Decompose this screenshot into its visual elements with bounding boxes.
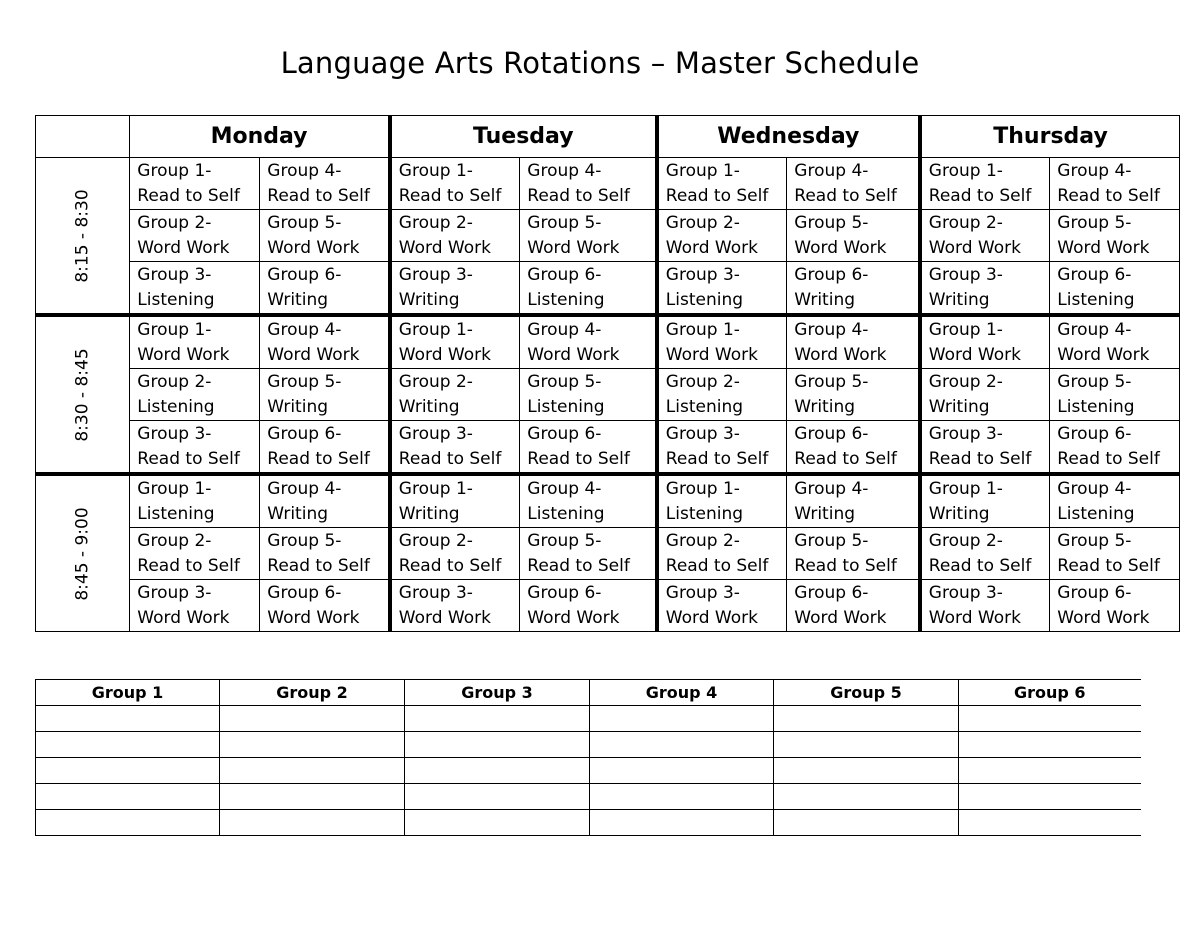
activity-name: Read to Self [665,448,769,469]
rotation-cell [1050,580,1180,632]
group-name: Group 4- [527,319,602,340]
rotation-cell [920,262,1050,316]
rotation-cell [1050,210,1180,262]
group-name: Group 6- [267,264,342,285]
rotation-cell [520,421,657,475]
rotation-cell [920,421,1050,475]
rotation-cell [130,528,260,580]
day-header-wednesday: Wednesday [657,116,920,158]
day-header-monday: Monday [130,116,390,158]
activity-name: Read to Self [398,448,502,469]
group-name: Group 1- [398,319,473,340]
rotation-cell [920,369,1050,421]
time-slot-label [36,315,130,474]
schedule-row [36,528,1180,580]
group-name: Group 3- [665,582,740,603]
schedule-row [36,474,1180,528]
group-roster-cell [405,706,590,732]
rotation-cell [787,528,920,580]
rotation-cell [260,210,390,262]
group-name: Group 4- [527,160,602,181]
activity-name: Writing [794,396,856,417]
group-name: Group 3- [398,423,473,444]
group-name: Group 1- [665,319,740,340]
group-roster-cell [220,810,405,836]
activity-name: Writing [267,289,329,310]
group-name: Group 1- [665,478,740,499]
activity-name: Writing [928,503,990,524]
group-name: Group 3- [665,264,740,285]
activity-name: Read to Self [137,555,240,576]
activity-name: Listening [137,396,215,417]
rotation-cell [260,315,390,369]
day-header-thursday: Thursday [920,116,1180,158]
rotation-cell [130,369,260,421]
activity-name: Word Work [398,607,491,628]
activity-name: Listening [1057,396,1135,417]
group-name: Group 6- [1057,423,1132,444]
group-roster-row [36,784,1141,810]
activity-name: Writing [928,289,990,310]
group-name: Group 3- [928,423,1003,444]
group-name: Group 6- [794,423,869,444]
activity-name: Writing [267,396,329,417]
group-name: Group 4- [1057,319,1132,340]
rotation-cell [657,315,787,369]
activity-name: Read to Self [398,555,502,576]
group-name: Group 1- [398,478,473,499]
rotation-cell [787,474,920,528]
rotation-cell [1050,369,1180,421]
rotation-cell [787,580,920,632]
schedule-row [36,580,1180,632]
group-name: Group 5- [794,371,869,392]
group-roster-cell [959,758,1141,784]
activity-name: Word Work [137,607,230,628]
rotation-cell [260,262,390,316]
activity-name: Listening [527,396,605,417]
group-name: Group 2- [137,530,212,551]
activity-name: Word Work [794,344,887,365]
rotation-cell [520,210,657,262]
activity-name: Listening [1057,289,1135,310]
group-roster-cell [36,732,220,758]
activity-name: Listening [665,396,744,417]
group-name: Group 6- [267,582,342,603]
activity-name: Read to Self [527,185,630,206]
activity-name: Word Work [267,607,360,628]
group-name: Group 2- [137,212,212,233]
group-name: Group 2- [137,371,212,392]
activity-name: Word Work [665,237,758,258]
activity-name: Read to Self [1057,185,1160,206]
activity-name: Word Work [928,344,1021,365]
time-slot-text: 8:30 - 8:45 [72,347,93,442]
activity-name: Read to Self [267,185,370,206]
activity-name: Read to Self [928,448,1032,469]
group-name: Group 3- [398,582,473,603]
rotation-cell [520,369,657,421]
group-name: Group 4- [794,319,869,340]
rotation-cell [657,262,787,316]
group-name: Group 1- [137,319,212,340]
activity-name: Word Work [267,237,360,258]
group-name: Group 1- [137,478,212,499]
activity-name: Writing [398,289,460,310]
rotation-cell [520,158,657,210]
group-name: Group 5- [267,530,342,551]
activity-name: Word Work [1057,344,1150,365]
rotation-cell [520,528,657,580]
rotation-cell [920,315,1050,369]
group-column-header: Group 2 [220,680,405,706]
activity-name: Writing [794,289,856,310]
corner-cell [36,116,130,158]
time-slot-text: 8:45 - 9:00 [72,506,93,601]
activity-name: Writing [794,503,856,524]
group-name: Group 4- [794,160,869,181]
group-roster-cell [959,810,1141,836]
rotation-cell [390,262,520,316]
activity-name: Read to Self [267,555,370,576]
activity-name: Read to Self [398,185,502,206]
rotation-cell [1050,528,1180,580]
rotation-cell [260,528,390,580]
activity-name: Listening [137,289,215,310]
rotation-cell [390,528,520,580]
group-name: Group 6- [267,423,342,444]
group-name: Group 5- [1057,212,1132,233]
activity-name: Read to Self [527,448,630,469]
rotation-cell [520,580,657,632]
rotation-cell [260,421,390,475]
group-name: Group 5- [267,371,342,392]
group-name: Group 2- [398,371,473,392]
activity-name: Writing [928,396,990,417]
activity-name: Read to Self [527,555,630,576]
group-roster-cell [590,732,774,758]
schedule-row [36,369,1180,421]
activity-name: Read to Self [794,555,897,576]
rotation-cell [520,262,657,316]
activity-name: Word Work [398,344,491,365]
group-roster-cell [36,758,220,784]
page-title: Language Arts Rotations – Master Schedule [280,46,920,80]
group-name: Group 6- [794,264,869,285]
group-column-header: Group 3 [405,680,590,706]
group-roster-row [36,810,1141,836]
activity-name: Read to Self [1057,448,1160,469]
group-roster-cell [405,784,590,810]
rotation-cell [390,315,520,369]
rotation-cell [657,369,787,421]
group-column-header: Group 5 [774,680,959,706]
group-roster-cell [774,784,959,810]
group-roster-cell [405,810,590,836]
activity-name: Word Work [398,237,491,258]
rotation-cell [1050,421,1180,475]
group-name: Group 4- [1057,478,1132,499]
rotation-cell [787,158,920,210]
group-roster-cell [590,758,774,784]
rotation-cell [130,262,260,316]
group-name: Group 3- [665,423,740,444]
rotation-cell [130,315,260,369]
group-roster-cell [220,784,405,810]
group-column-header: Group 6 [959,680,1141,706]
group-roster-table [35,679,1141,836]
rotation-cell [260,369,390,421]
group-name: Group 2- [665,530,740,551]
group-name: Group 5- [1057,530,1132,551]
activity-name: Word Work [527,237,620,258]
activity-name: Read to Self [794,448,897,469]
day-header-tuesday: Tuesday [390,116,657,158]
activity-name: Writing [398,503,460,524]
group-name: Group 5- [527,212,602,233]
activity-name: Word Work [1057,607,1150,628]
group-name: Group 2- [665,212,740,233]
group-name: Group 2- [398,212,473,233]
rotation-cell [657,210,787,262]
rotation-cell [520,474,657,528]
time-slot-text: 8:15 - 8:30 [72,188,93,283]
group-name: Group 5- [527,371,602,392]
schedule-table [35,115,1180,632]
group-name: Group 6- [1057,264,1132,285]
activity-name: Read to Self [928,185,1032,206]
group-name: Group 5- [527,530,602,551]
rotation-cell [787,315,920,369]
group-name: Group 2- [928,371,1003,392]
rotation-cell [657,474,787,528]
group-name: Group 2- [928,530,1003,551]
schedule-row [36,315,1180,369]
group-name: Group 3- [928,264,1003,285]
activity-name: Read to Self [665,185,769,206]
rotation-cell [787,210,920,262]
group-roster-cell [405,732,590,758]
group-column-header: Group 1 [36,680,220,706]
activity-name: Read to Self [137,448,240,469]
schedule-row [36,210,1180,262]
rotation-cell [390,421,520,475]
group-roster-cell [36,810,220,836]
rotation-cell [1050,474,1180,528]
activity-name: Word Work [794,237,887,258]
group-name: Group 4- [794,478,869,499]
group-roster-cell [774,758,959,784]
activity-name: Listening [137,503,215,524]
group-name: Group 1- [928,478,1003,499]
group-name: Group 2- [665,371,740,392]
rotation-cell [260,580,390,632]
group-name: Group 1- [398,160,473,181]
time-slot-label [36,158,130,316]
rotation-cell [657,580,787,632]
day-header-row [36,116,1180,158]
rotation-cell [390,369,520,421]
rotation-cell [260,474,390,528]
time-slot-label [36,474,130,632]
group-roster-cell [959,732,1141,758]
activity-name: Listening [665,503,744,524]
activity-name: Word Work [137,344,230,365]
group-name: Group 3- [137,423,212,444]
group-roster-cell [774,732,959,758]
group-name: Group 2- [928,212,1003,233]
activity-name: Word Work [267,344,360,365]
rotation-cell [920,474,1050,528]
group-roster-row [36,706,1141,732]
rotation-cell [657,421,787,475]
group-header-row [36,680,1141,706]
rotation-cell [130,580,260,632]
group-name: Group 3- [928,582,1003,603]
rotation-cell [520,315,657,369]
rotation-cell [920,580,1050,632]
rotation-cell [1050,262,1180,316]
activity-name: Listening [1057,503,1135,524]
rotation-cell [787,262,920,316]
schedule-row [36,158,1180,210]
activity-name: Read to Self [137,185,240,206]
rotation-cell [130,158,260,210]
activity-name: Listening [665,289,744,310]
group-name: Group 5- [267,212,342,233]
rotation-cell [657,158,787,210]
group-roster-cell [220,732,405,758]
activity-name: Word Work [928,607,1021,628]
rotation-cell [390,158,520,210]
group-roster-cell [959,784,1141,810]
rotation-cell [920,210,1050,262]
activity-name: Read to Self [928,555,1032,576]
rotation-cell [390,474,520,528]
group-name: Group 4- [267,160,342,181]
group-roster-cell [405,758,590,784]
activity-name: Word Work [665,344,758,365]
activity-name: Word Work [928,237,1021,258]
group-name: Group 1- [137,160,212,181]
group-name: Group 4- [1057,160,1132,181]
group-name: Group 6- [1057,582,1132,603]
rotation-cell [130,210,260,262]
group-name: Group 3- [137,264,212,285]
group-column-header: Group 4 [590,680,774,706]
rotation-cell [787,369,920,421]
activity-name: Word Work [1057,237,1150,258]
group-roster-cell [774,810,959,836]
group-roster-cell [36,706,220,732]
activity-name: Listening [527,503,605,524]
group-name: Group 5- [1057,371,1132,392]
rotation-cell [920,528,1050,580]
schedule-row [36,421,1180,475]
group-roster-row [36,758,1141,784]
group-name: Group 3- [137,582,212,603]
group-roster-cell [590,784,774,810]
rotation-cell [787,421,920,475]
rotation-cell [657,528,787,580]
activity-name: Read to Self [794,185,897,206]
rotation-cell [260,158,390,210]
group-roster-cell [220,706,405,732]
activity-name: Read to Self [1057,555,1160,576]
activity-name: Listening [527,289,605,310]
group-roster-cell [36,784,220,810]
group-name: Group 4- [267,319,342,340]
group-name: Group 6- [794,582,869,603]
activity-name: Word Work [527,607,620,628]
activity-name: Writing [267,503,329,524]
group-roster-cell [220,758,405,784]
rotation-cell [920,158,1050,210]
activity-name: Word Work [137,237,230,258]
group-name: Group 1- [928,160,1003,181]
activity-name: Read to Self [267,448,370,469]
activity-name: Writing [398,396,460,417]
group-roster-cell [590,706,774,732]
rotation-cell [1050,315,1180,369]
group-name: Group 4- [527,478,602,499]
group-name: Group 3- [398,264,473,285]
group-roster-cell [959,706,1141,732]
activity-name: Word Work [794,607,887,628]
group-name: Group 1- [665,160,740,181]
group-roster-row [36,732,1141,758]
group-name: Group 5- [794,212,869,233]
activity-name: Read to Self [665,555,769,576]
activity-name: Word Work [527,344,620,365]
group-name: Group 6- [527,264,602,285]
group-name: Group 2- [398,530,473,551]
rotation-cell [390,210,520,262]
group-name: Group 1- [928,319,1003,340]
group-name: Group 6- [527,582,602,603]
group-name: Group 4- [267,478,342,499]
rotation-cell [130,474,260,528]
group-roster-cell [774,706,959,732]
rotation-cell [1050,158,1180,210]
group-name: Group 5- [794,530,869,551]
rotation-cell [130,421,260,475]
rotation-cell [390,580,520,632]
schedule-row [36,262,1180,316]
group-roster-cell [590,810,774,836]
activity-name: Word Work [665,607,758,628]
group-name: Group 6- [527,423,602,444]
